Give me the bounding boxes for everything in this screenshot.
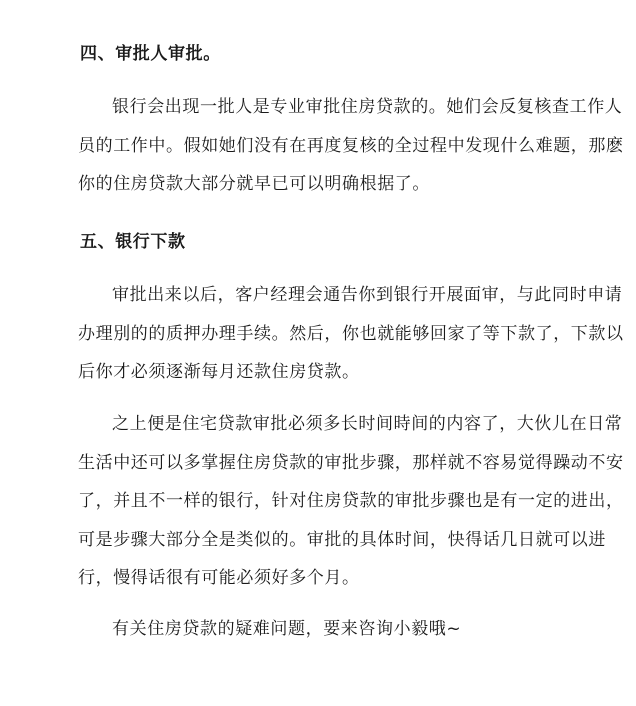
summary-paragraph: 之上便是住宅贷款审批必须多长时间時间的内容了，大伙儿在日常生活中还可以多掌握住房贷款的审批步骤，那样就不容易觉得躁动不安了，并且不一样的银行，针对住房贷款的审批步骤也是有一定的进出，可是步骤大部分全是类似的。审批的具体时间，快得话几日就可以进行，慢得话很有可能必须好多个月。: [78, 414, 624, 588]
section-paragraph-approval: 银行会出现一批人是专业审批住房贷款的。她们会反复核查工作人员的工作中。假如她们没有在再度复核的全过程中发现什么难题，那麽你的住房贷款大部分就早已可以明确根据了。: [78, 97, 624, 194]
section-heading-disbursement: 五、银行下款: [80, 232, 186, 252]
section-heading-approval: 四、审批人审批。: [80, 44, 221, 64]
closing-paragraph: 有关住房贷款的疑难问题，要来咨询小毅哦~: [112, 619, 462, 639]
section-paragraph-disbursement: 审批出来以后，客户经理会通告你到银行开展面审，与此同时申请办理別的的质押办理手续。然后，你也就能够回家了等下款了，下款以后你才必须逐渐每月还款住房贷款。: [78, 285, 624, 382]
